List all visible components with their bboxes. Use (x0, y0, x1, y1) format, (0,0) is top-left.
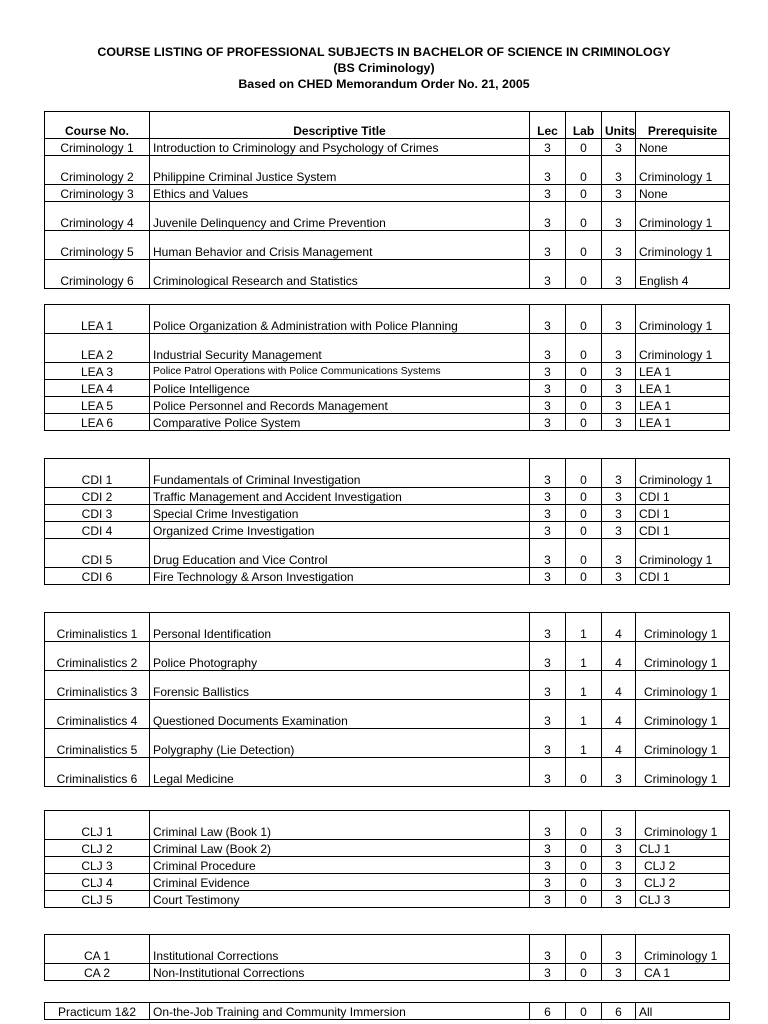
units: 4 (602, 613, 636, 642)
prerequisite: Criminology 1 (636, 613, 730, 642)
lec-hours: 3 (530, 414, 566, 431)
course-number: CDI 6 (45, 568, 150, 585)
course-row (45, 935, 730, 964)
course-row (45, 522, 730, 539)
course-number: LEA 4 (45, 380, 150, 397)
descriptive-title: Institutional Corrections (150, 935, 530, 964)
descriptive-title: Police Personnel and Records Management (150, 397, 530, 414)
lec-hours: 3 (530, 857, 566, 874)
descriptive-title: Introduction to Criminology and Psychology of Crimes (150, 139, 530, 156)
prerequisite: All (636, 1003, 730, 1020)
course-number: Criminology 6 (45, 260, 150, 289)
prerequisite: CDI 1 (636, 505, 730, 522)
course-number: CDI 1 (45, 459, 150, 488)
course-row (45, 539, 730, 568)
document-title (0, 44, 768, 92)
units: 3 (602, 758, 636, 787)
prerequisite: Criminology 1 (636, 729, 730, 758)
course-number: Criminalistics 4 (45, 700, 150, 729)
title-line-1: COURSE LISTING OF PROFESSIONAL SUBJECTS IN BACHELOR OF SCIENCE IN CRIMINOLOGY (97, 45, 671, 59)
descriptive-title: Special Crime Investigation (150, 505, 530, 522)
lab-hours: 0 (566, 935, 602, 964)
units: 3 (602, 811, 636, 840)
course-row (45, 459, 730, 488)
units: 3 (602, 857, 636, 874)
course-row (45, 363, 730, 380)
lab-hours: 0 (566, 811, 602, 840)
header-descriptive-title: Descriptive Title (150, 112, 530, 139)
units: 3 (602, 334, 636, 363)
lec-hours: 3 (530, 380, 566, 397)
descriptive-title: Criminal Evidence (150, 874, 530, 891)
course-row (45, 202, 730, 231)
header-lab: Lab (566, 112, 602, 139)
units: 3 (602, 305, 636, 334)
course-row (45, 334, 730, 363)
units: 3 (602, 459, 636, 488)
units: 3 (602, 568, 636, 585)
lec-hours: 3 (530, 505, 566, 522)
course-number: CA 2 (45, 964, 150, 981)
course-row (45, 964, 730, 981)
units: 3 (602, 488, 636, 505)
lab-hours: 0 (566, 568, 602, 585)
units: 3 (602, 380, 636, 397)
course-number: Criminology 1 (45, 139, 150, 156)
lab-hours: 0 (566, 522, 602, 539)
lab-hours: 0 (566, 964, 602, 981)
lec-hours: 6 (530, 1003, 566, 1020)
lec-hours: 3 (530, 185, 566, 202)
descriptive-title: Questioned Documents Examination (150, 700, 530, 729)
course-number: CLJ 2 (45, 840, 150, 857)
lec-hours: 3 (530, 522, 566, 539)
course-row (45, 231, 730, 260)
lab-hours: 0 (566, 363, 602, 380)
descriptive-title: Comparative Police System (150, 414, 530, 431)
units: 4 (602, 671, 636, 700)
course-number: CDI 5 (45, 539, 150, 568)
descriptive-title: Criminal Procedure (150, 857, 530, 874)
course-table (44, 810, 730, 908)
lec-hours: 3 (530, 964, 566, 981)
prerequisite: Criminology 1 (636, 700, 730, 729)
course-row (45, 613, 730, 642)
units: 3 (602, 363, 636, 380)
title-line-2: (BS Criminology) (333, 61, 435, 75)
course-row (45, 642, 730, 671)
descriptive-title: Traffic Management and Accident Investigation (150, 488, 530, 505)
lab-hours: 0 (566, 1003, 602, 1020)
lab-hours: 0 (566, 539, 602, 568)
units: 3 (602, 231, 636, 260)
course-number: Criminology 4 (45, 202, 150, 231)
lec-hours: 3 (530, 363, 566, 380)
units: 3 (602, 202, 636, 231)
units: 3 (602, 964, 636, 981)
units: 3 (602, 891, 636, 908)
title-line-3: Based on CHED Memorandum Order No. 21, 2005 (238, 77, 530, 91)
lec-hours: 3 (530, 811, 566, 840)
course-table (44, 612, 730, 787)
course-row (45, 568, 730, 585)
prerequisite: CLJ 2 (636, 874, 730, 891)
descriptive-title: Fire Technology & Arson Investigation (150, 568, 530, 585)
prerequisite: Criminology 1 (636, 305, 730, 334)
lab-hours: 1 (566, 700, 602, 729)
prerequisite: Criminology 1 (636, 334, 730, 363)
lab-hours: 0 (566, 891, 602, 908)
lec-hours: 3 (530, 231, 566, 260)
prerequisite: CDI 1 (636, 488, 730, 505)
prerequisite: Criminology 1 (636, 459, 730, 488)
course-table (44, 458, 730, 585)
prerequisite: LEA 1 (636, 397, 730, 414)
descriptive-title: Forensic Ballistics (150, 671, 530, 700)
lec-hours: 3 (530, 840, 566, 857)
descriptive-title: Polygraphy (Lie Detection) (150, 729, 530, 758)
descriptive-title: Fundamentals of Criminal Investigation (150, 459, 530, 488)
course-table (44, 304, 730, 431)
descriptive-title: Personal Identification (150, 613, 530, 642)
descriptive-title: Industrial Security Management (150, 334, 530, 363)
course-row (45, 840, 730, 857)
course-row (45, 671, 730, 700)
units: 3 (602, 874, 636, 891)
course-number: CA 1 (45, 935, 150, 964)
course-number: Criminology 2 (45, 156, 150, 185)
prerequisite: CLJ 3 (636, 891, 730, 908)
lec-hours: 3 (530, 729, 566, 758)
header-units: Units (602, 112, 636, 139)
course-number: LEA 5 (45, 397, 150, 414)
lab-hours: 0 (566, 857, 602, 874)
lec-hours: 3 (530, 874, 566, 891)
lec-hours: 3 (530, 139, 566, 156)
descriptive-title: Human Behavior and Crisis Management (150, 231, 530, 260)
lec-hours: 3 (530, 642, 566, 671)
lec-hours: 3 (530, 488, 566, 505)
course-number: Practicum 1&2 (45, 1003, 150, 1020)
units: 3 (602, 505, 636, 522)
prerequisite: Criminology 1 (636, 642, 730, 671)
units: 3 (602, 539, 636, 568)
lab-hours: 0 (566, 185, 602, 202)
prerequisite: Criminology 1 (636, 202, 730, 231)
course-table (44, 1002, 730, 1020)
units: 6 (602, 1003, 636, 1020)
lab-hours: 0 (566, 459, 602, 488)
lec-hours: 3 (530, 700, 566, 729)
descriptive-title: Police Photography (150, 642, 530, 671)
course-number: Criminalistics 6 (45, 758, 150, 787)
units: 4 (602, 642, 636, 671)
lec-hours: 3 (530, 613, 566, 642)
course-number: CLJ 5 (45, 891, 150, 908)
descriptive-title: Ethics and Values (150, 185, 530, 202)
course-number: CLJ 4 (45, 874, 150, 891)
lec-hours: 3 (530, 334, 566, 363)
lab-hours: 0 (566, 334, 602, 363)
lec-hours: 3 (530, 156, 566, 185)
descriptive-title: Non-Institutional Corrections (150, 964, 530, 981)
prerequisite: CA 1 (636, 964, 730, 981)
course-row (45, 414, 730, 431)
units: 3 (602, 935, 636, 964)
lab-hours: 0 (566, 397, 602, 414)
descriptive-title: On-the-Job Training and Community Immersion (150, 1003, 530, 1020)
course-number: LEA 6 (45, 414, 150, 431)
lab-hours: 0 (566, 758, 602, 787)
header-row (45, 112, 730, 139)
prerequisite: Criminology 1 (636, 156, 730, 185)
lec-hours: 3 (530, 935, 566, 964)
course-row (45, 1003, 730, 1020)
prerequisite: CLJ 2 (636, 857, 730, 874)
prerequisite: CDI 1 (636, 568, 730, 585)
descriptive-title: Court Testimony (150, 891, 530, 908)
lec-hours: 3 (530, 539, 566, 568)
descriptive-title: Organized Crime Investigation (150, 522, 530, 539)
header-prerequisite: Prerequisite (636, 112, 730, 139)
course-number: CDI 3 (45, 505, 150, 522)
lec-hours: 3 (530, 671, 566, 700)
units: 3 (602, 260, 636, 289)
lab-hours: 1 (566, 671, 602, 700)
lec-hours: 3 (530, 260, 566, 289)
course-row (45, 139, 730, 156)
lab-hours: 0 (566, 874, 602, 891)
header-lec: Lec (530, 112, 566, 139)
descriptive-title: Criminal Law (Book 2) (150, 840, 530, 857)
course-row (45, 305, 730, 334)
lab-hours: 0 (566, 414, 602, 431)
course-row (45, 380, 730, 397)
lab-hours: 0 (566, 156, 602, 185)
lab-hours: 1 (566, 642, 602, 671)
prerequisite: LEA 1 (636, 380, 730, 397)
course-row (45, 185, 730, 202)
units: 3 (602, 522, 636, 539)
course-number: Criminology 3 (45, 185, 150, 202)
course-number: CLJ 1 (45, 811, 150, 840)
course-number: Criminalistics 2 (45, 642, 150, 671)
lab-hours: 0 (566, 202, 602, 231)
units: 3 (602, 397, 636, 414)
prerequisite: Criminology 1 (636, 671, 730, 700)
prerequisite: None (636, 139, 730, 156)
course-row (45, 488, 730, 505)
lab-hours: 0 (566, 260, 602, 289)
course-row (45, 505, 730, 522)
descriptive-title: Legal Medicine (150, 758, 530, 787)
course-row (45, 857, 730, 874)
course-number: Criminology 5 (45, 231, 150, 260)
prerequisite: Criminology 1 (636, 231, 730, 260)
course-number: CDI 2 (45, 488, 150, 505)
lec-hours: 3 (530, 202, 566, 231)
course-number: Criminalistics 3 (45, 671, 150, 700)
units: 4 (602, 729, 636, 758)
course-row (45, 700, 730, 729)
lec-hours: 3 (530, 305, 566, 334)
prerequisite: LEA 1 (636, 414, 730, 431)
course-row (45, 758, 730, 787)
units: 3 (602, 156, 636, 185)
lab-hours: 1 (566, 613, 602, 642)
descriptive-title: Police Intelligence (150, 380, 530, 397)
prerequisite: English 4 (636, 260, 730, 289)
prerequisite: Criminology 1 (636, 539, 730, 568)
prerequisite: Criminology 1 (636, 758, 730, 787)
lab-hours: 0 (566, 488, 602, 505)
prerequisite: CLJ 1 (636, 840, 730, 857)
descriptive-title: Criminological Research and Statistics (150, 260, 530, 289)
prerequisite: CDI 1 (636, 522, 730, 539)
lec-hours: 3 (530, 891, 566, 908)
lec-hours: 3 (530, 397, 566, 414)
prerequisite: Criminology 1 (636, 935, 730, 964)
course-table (44, 111, 730, 289)
course-number: Criminalistics 1 (45, 613, 150, 642)
course-number: LEA 2 (45, 334, 150, 363)
header-course-no: Course No. (45, 112, 150, 139)
course-row (45, 811, 730, 840)
descriptive-title: Police Patrol Operations with Police Communications Systems (150, 363, 530, 380)
prerequisite: LEA 1 (636, 363, 730, 380)
descriptive-title: Juvenile Delinquency and Crime Prevention (150, 202, 530, 231)
lab-hours: 0 (566, 305, 602, 334)
course-number: LEA 1 (45, 305, 150, 334)
descriptive-title: Criminal Law (Book 1) (150, 811, 530, 840)
descriptive-title: Police Organization & Administration with Police Planning (150, 305, 530, 334)
lec-hours: 3 (530, 459, 566, 488)
descriptive-title: Drug Education and Vice Control (150, 539, 530, 568)
course-number: CDI 4 (45, 522, 150, 539)
lab-hours: 0 (566, 505, 602, 522)
course-row (45, 156, 730, 185)
units: 3 (602, 840, 636, 857)
course-row (45, 891, 730, 908)
course-table (44, 934, 730, 981)
course-row (45, 874, 730, 891)
course-row (45, 729, 730, 758)
lec-hours: 3 (530, 758, 566, 787)
lab-hours: 1 (566, 729, 602, 758)
lab-hours: 0 (566, 840, 602, 857)
lab-hours: 0 (566, 380, 602, 397)
units: 3 (602, 139, 636, 156)
lab-hours: 0 (566, 231, 602, 260)
course-number: CLJ 3 (45, 857, 150, 874)
lec-hours: 3 (530, 568, 566, 585)
prerequisite: Criminology 1 (636, 811, 730, 840)
prerequisite: None (636, 185, 730, 202)
course-number: Criminalistics 5 (45, 729, 150, 758)
descriptive-title: Philippine Criminal Justice System (150, 156, 530, 185)
course-number: LEA 3 (45, 363, 150, 380)
units: 4 (602, 700, 636, 729)
units: 3 (602, 185, 636, 202)
lab-hours: 0 (566, 139, 602, 156)
units: 3 (602, 414, 636, 431)
course-row (45, 260, 730, 289)
course-row (45, 397, 730, 414)
